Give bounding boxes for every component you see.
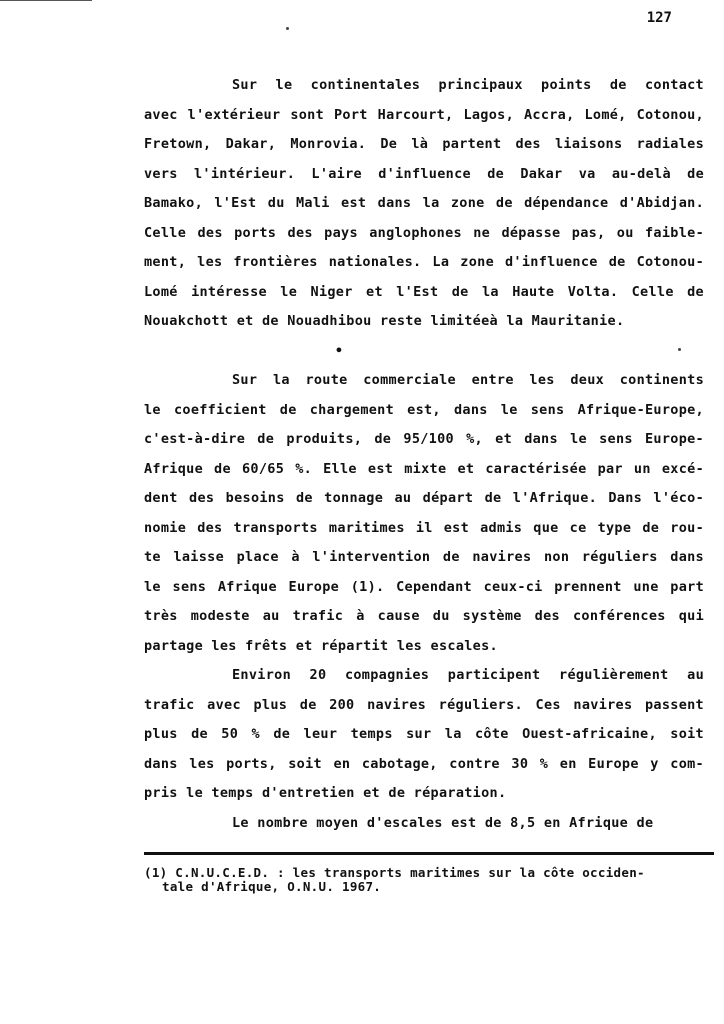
text-line: vers l'intérieur. L'aire d'influence de Dakar va au-delà de: [144, 165, 704, 182]
text-line: dans les ports, soit en cabotage, contre 30 % en Europe y com-: [144, 755, 704, 772]
paragraph-2: [144, 366, 704, 661]
text-line: partage les frêts et répartit les escales.: [144, 637, 498, 654]
text-line: le sens Afrique Europe (1). Cependant ceux-ci prennent une part: [144, 578, 704, 595]
text-line: nomie des transports maritimes il est admis que ce type de rou-: [144, 519, 704, 536]
footnote: [144, 866, 714, 894]
footnote-line: (1) C.N.U.C.E.D. : les transports maritimes sur la côte occiden-: [144, 865, 645, 880]
footnote-line: tale d'Afrique, O.N.U. 1967.: [162, 879, 382, 894]
text-line: plus de 50 % de leur temps sur la côte Ouest-africaine, soit: [144, 726, 704, 742]
text-line: te laisse place à l'intervention de navires non réguliers dans: [144, 549, 704, 565]
text-line: c'est-à-dire de produits, de 95/100 %, et dans le sens Europe-: [144, 431, 704, 447]
text-line: dent des besoins de tonnage au départ de l'Afrique. Dans l'éco-: [144, 490, 704, 506]
text-line: Afrique de 60/65 %. Elle est mixte et caractérisée par un excé-: [144, 460, 704, 477]
text-line: Bamako, l'Est du Mali est dans la zone de dépendance d'Abidjan.: [144, 195, 704, 211]
paragraph-1: [144, 71, 704, 337]
text-line: pris le temps d'entretien et de réparation.: [144, 785, 507, 801]
paragraph-3: [144, 661, 704, 809]
section-separator: •: [334, 342, 344, 359]
text-line: Le nombre moyen d'escales est de 8,5 en Afrique de: [232, 814, 654, 831]
text-line: trafic avec plus de 200 navires réguliers. Ces navires passent: [144, 696, 704, 713]
text-line: Celle des ports des pays anglophones ne dépasse pas, ou faible-: [144, 224, 704, 241]
footnote-divider: [144, 852, 714, 855]
text-line: ment, les frontières nationales. La zone d'influence de Cotonou-: [144, 254, 704, 270]
scan-speck: [286, 27, 289, 30]
text-line: Nouakchott et de Nouadhibou reste limitéeà la Mauritanie.: [144, 313, 625, 329]
scan-edge-line: [0, 0, 92, 1]
paragraph-4: [144, 809, 704, 839]
text-line: Sur la route commerciale entre les deux continents: [232, 372, 704, 388]
body-text: [144, 71, 704, 838]
text-line: Environ 20 compagnies participent régulièrement au: [232, 667, 704, 683]
text-line: Fretown, Dakar, Monrovia. De là partent des liaisons radiales: [144, 136, 704, 152]
text-line: Sur le continentales principaux points de contact: [232, 77, 704, 93]
text-line: très modeste au trafic à cause du système des conférences qui: [144, 608, 704, 624]
text-line: Lomé intéresse le Niger et l'Est de la Haute Volta. Celle de: [144, 283, 704, 300]
page-number: 127: [646, 10, 672, 26]
text-line: le coefficient de chargement est, dans le sens Afrique-Europe,: [144, 401, 704, 418]
text-line: avec l'extérieur sont Port Harcourt, Lagos, Accra, Lomé, Cotonou,: [144, 106, 704, 123]
